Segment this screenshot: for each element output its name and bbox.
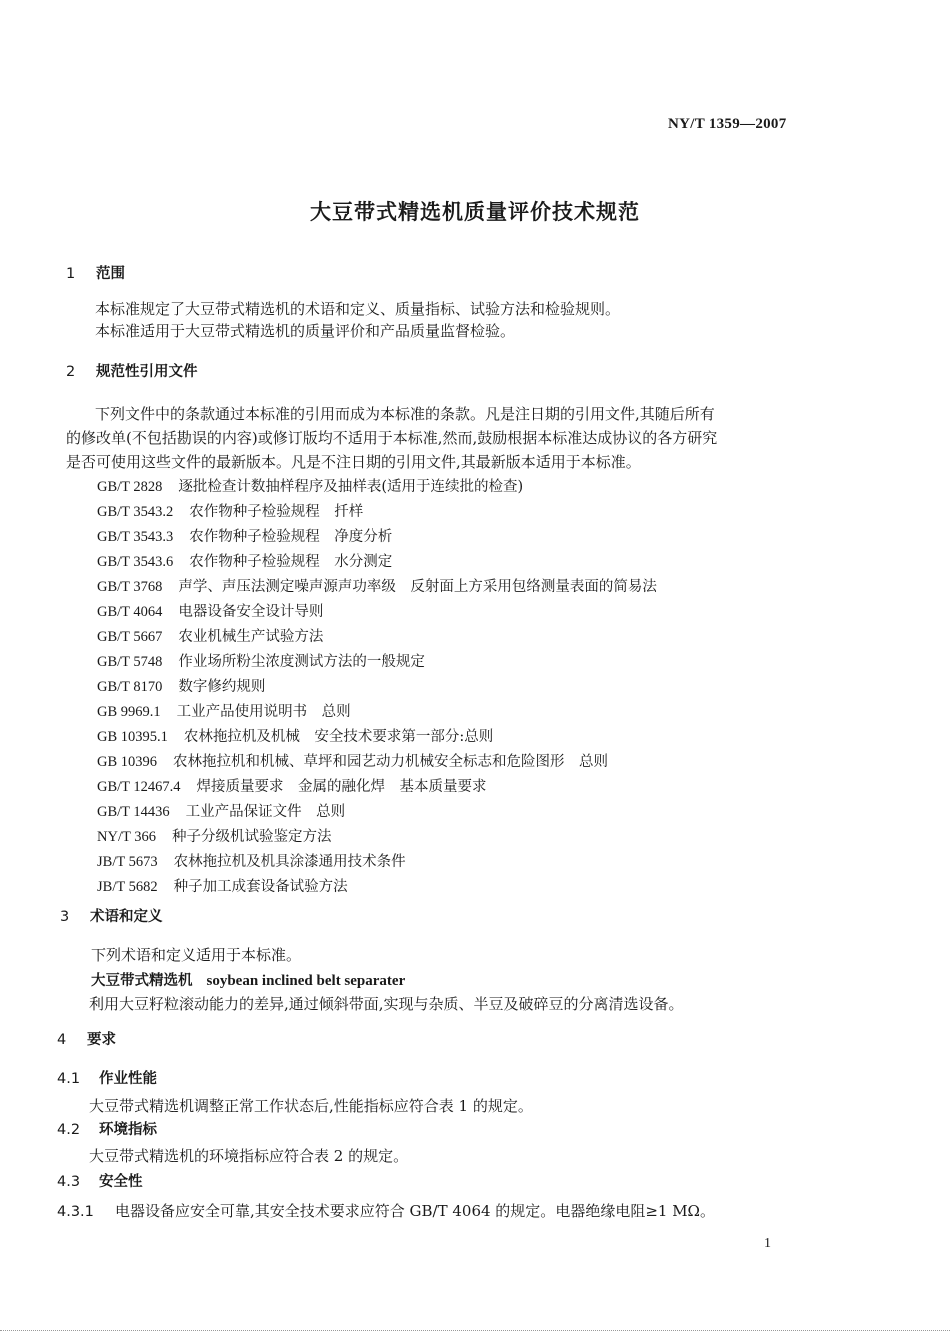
section-4-heading: 4 要求 xyxy=(57,1032,116,1048)
section-4-2-text: 大豆带式精选机的环境指标应符合表 2 的规定。 xyxy=(89,1147,409,1165)
term-definition: 利用大豆籽粒滚动能力的差异,通过倾斜带面,实现与杂质、半豆及破碎豆的分离清选设备。 xyxy=(89,995,684,1013)
section-3-intro: 下列术语和定义适用于本标准。 xyxy=(91,946,302,964)
page-number: 1 xyxy=(764,1236,771,1251)
reference-item: GB/T 5748 作业场所粉尘浓度测试方法的一般规定 xyxy=(97,654,425,670)
reference-item: GB/T 3543.6 农作物种子检验规程 水分测定 xyxy=(97,554,393,570)
reference-item: GB 9969.1 工业产品使用说明书 总则 xyxy=(97,704,351,720)
section-4-3-1-text: 4.3.1 电器设备应安全可靠,其安全技术要求应符合 GB/T 4064 的规定。电器绝缘电阻≥1 MΩ。 xyxy=(57,1202,715,1220)
section-2-intro-line-2: 的修改单(不包括勘误的内容)或修订版均不适用于本标准,然而,鼓励根据本标准达成协议的各方研究 xyxy=(66,429,718,447)
reference-item: JB/T 5682 种子加工成套设备试验方法 xyxy=(97,879,348,895)
section-4-2-heading: 4.2 环境指标 xyxy=(57,1122,157,1138)
term-entry: 大豆带式精选机 soybean inclined belt separater xyxy=(91,973,406,989)
standard-number: NY/T 1359—2007 xyxy=(668,116,787,132)
reference-item: JB/T 5673 农林拖拉机及机具涂漆通用技术条件 xyxy=(97,854,406,870)
reference-item: GB/T 3768 声学、声压法测定噪声源声功率级 反射面上方采用包络测量表面的简易法 xyxy=(97,579,657,595)
document-title: 大豆带式精选机质量评价技术规范 xyxy=(310,200,640,224)
reference-item: GB/T 3543.2 农作物种子检验规程 扦样 xyxy=(97,504,364,520)
page-bottom-edge xyxy=(0,1330,950,1331)
reference-item: GB/T 3543.3 农作物种子检验规程 净度分析 xyxy=(97,529,393,545)
section-3-heading: 3 术语和定义 xyxy=(60,909,163,925)
section-2-heading: 2 规范性引用文件 xyxy=(66,364,198,380)
section-4-1-text: 大豆带式精选机调整正常工作状态后,性能指标应符合表 1 的规定。 xyxy=(89,1097,533,1115)
reference-item: GB/T 8170 数字修约规则 xyxy=(97,679,266,695)
section-2-intro-line-3: 是否可使用这些文件的最新版本。凡是不注日期的引用文件,其最新版本适用于本标准。 xyxy=(66,453,641,471)
reference-item: GB/T 5667 农业机械生产试验方法 xyxy=(97,629,324,645)
reference-item: GB 10395.1 农林拖拉机及机械 安全技术要求第一部分:总则 xyxy=(97,729,494,745)
reference-item: NY/T 366 种子分级机试验鉴定方法 xyxy=(97,829,332,845)
section-1-heading: 1 范围 xyxy=(66,266,125,282)
section-4-3-heading: 4.3 安全性 xyxy=(57,1174,143,1190)
reference-item: GB/T 12467.4 焊接质量要求 金属的融化焊 基本质量要求 xyxy=(97,779,487,795)
section-2-intro-line-1: 下列文件中的条款通过本标准的引用而成为本标准的条款。凡是注日期的引用文件,其随后所有 xyxy=(95,405,715,423)
reference-item: GB/T 14436 工业产品保证文件 总则 xyxy=(97,804,346,820)
reference-item: GB/T 4064 电器设备安全设计导则 xyxy=(97,604,324,620)
section-1-para-1: 本标准规定了大豆带式精选机的术语和定义、质量指标、试验方法和检验规则。 xyxy=(95,300,621,318)
reference-item: GB/T 2828 逐批检查计数抽样程序及抽样表(适用于连续批的检查) xyxy=(97,479,524,495)
section-4-1-heading: 4.1 作业性能 xyxy=(57,1071,157,1087)
section-1-para-2: 本标准适用于大豆带式精选机的质量评价和产品质量监督检验。 xyxy=(95,322,516,340)
reference-item: GB 10396 农林拖拉机和机械、草坪和园艺动力机械安全标志和危险图形 总则 xyxy=(97,754,609,770)
